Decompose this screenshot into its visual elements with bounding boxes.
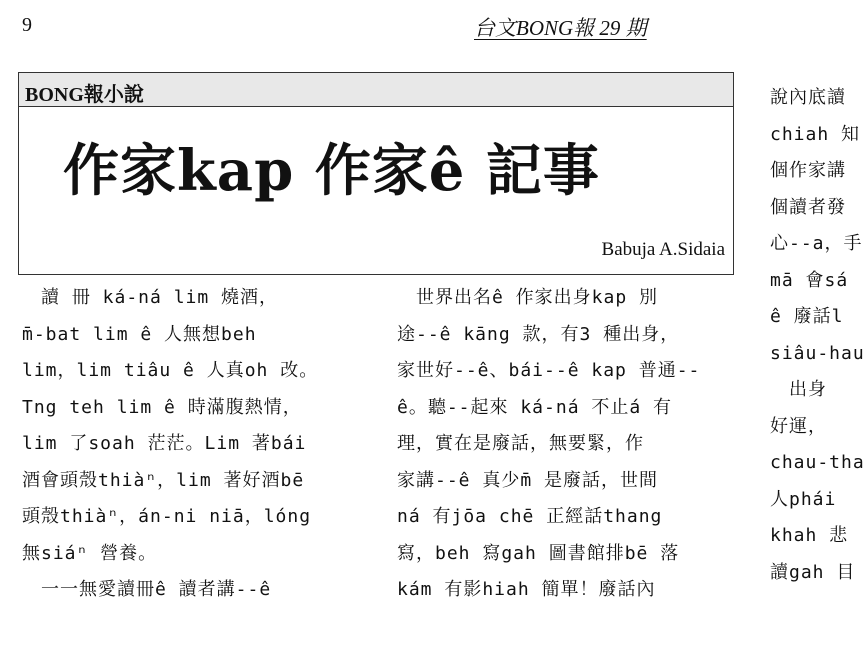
article-line: 人phái bbox=[770, 488, 837, 510]
article-line: 途--ê kāng 款，有3 種出身， bbox=[397, 323, 680, 345]
article-line: chau-tha bbox=[770, 452, 865, 473]
author-byline: Babuja A.Sidaia bbox=[601, 239, 725, 260]
article-line: 寫，beh 寫gah 圖書館排bē 落 bbox=[397, 542, 680, 564]
article-line: 個讀者發 bbox=[770, 196, 846, 218]
article-line: 個作家講 bbox=[770, 160, 846, 181]
article-title: 作家kap 作家ê 記事 bbox=[63, 138, 600, 204]
article-line: Tng teh lim ê 時滿腹熱情， bbox=[22, 396, 302, 418]
article-line: kám 有影hiah 簡單！廢話內 bbox=[397, 579, 656, 600]
article-line: 世界出名ê 作家出身kap 別 bbox=[397, 287, 659, 308]
article-line: chiah 知 bbox=[770, 123, 861, 145]
article-line: 家講--ê 真少m̄ 是廢話，世間 bbox=[397, 469, 659, 491]
article-line: ná 有jōa chē 正經話thang bbox=[397, 506, 663, 527]
running-header: 台文BONG報 29 期 bbox=[474, 16, 647, 40]
article-line: 好運， bbox=[770, 415, 827, 437]
section-label: BONG報小說 bbox=[25, 84, 144, 106]
article-column-1 bbox=[22, 280, 358, 609]
article-line: 一一無愛讀冊ê 讀者講--ê bbox=[22, 579, 272, 600]
article-line: lim，lim tiâu ê 人真oh 改。 bbox=[22, 360, 319, 381]
article-line: ê。聽--起來 ká-ná 不止á 有 bbox=[397, 396, 673, 418]
article-line: m̄-bat lim ê 人無想beh bbox=[22, 323, 257, 345]
article-line: 酒會頭殼thiàⁿ，lim 著好酒bē bbox=[22, 469, 305, 491]
article-line: 讀gah 目 bbox=[770, 561, 856, 583]
article-line: khah 悲 bbox=[770, 525, 849, 546]
article-line: ê 廢話l bbox=[770, 306, 844, 327]
article-line: 頭殼thiàⁿ，án-ni niā，lóng bbox=[22, 506, 312, 527]
article-line: 家世好--ê、bái--ê kap 普通-- bbox=[397, 360, 701, 381]
section-bar bbox=[19, 73, 733, 107]
article-line: 理，實在是廢話，無要緊，作 bbox=[397, 433, 644, 454]
article-column-3-cropped bbox=[770, 80, 865, 591]
article-line: siâu-hau bbox=[770, 342, 865, 364]
article-line: mā 會sá bbox=[770, 269, 849, 291]
article-line: 無siáⁿ 營養。 bbox=[22, 542, 158, 564]
article-line: 說內底讀 bbox=[770, 87, 846, 108]
article-title-box bbox=[18, 72, 734, 275]
article-line: 心--a，手 bbox=[770, 233, 863, 254]
page-number: 9 bbox=[22, 14, 32, 36]
article-line: lim 了soah 茫茫。Lim 著bái bbox=[22, 433, 307, 454]
article-column-2 bbox=[397, 280, 727, 609]
article-line: 出身 bbox=[770, 379, 827, 400]
article-line: 讀 冊 ká-ná lim 燒酒， bbox=[22, 287, 279, 308]
